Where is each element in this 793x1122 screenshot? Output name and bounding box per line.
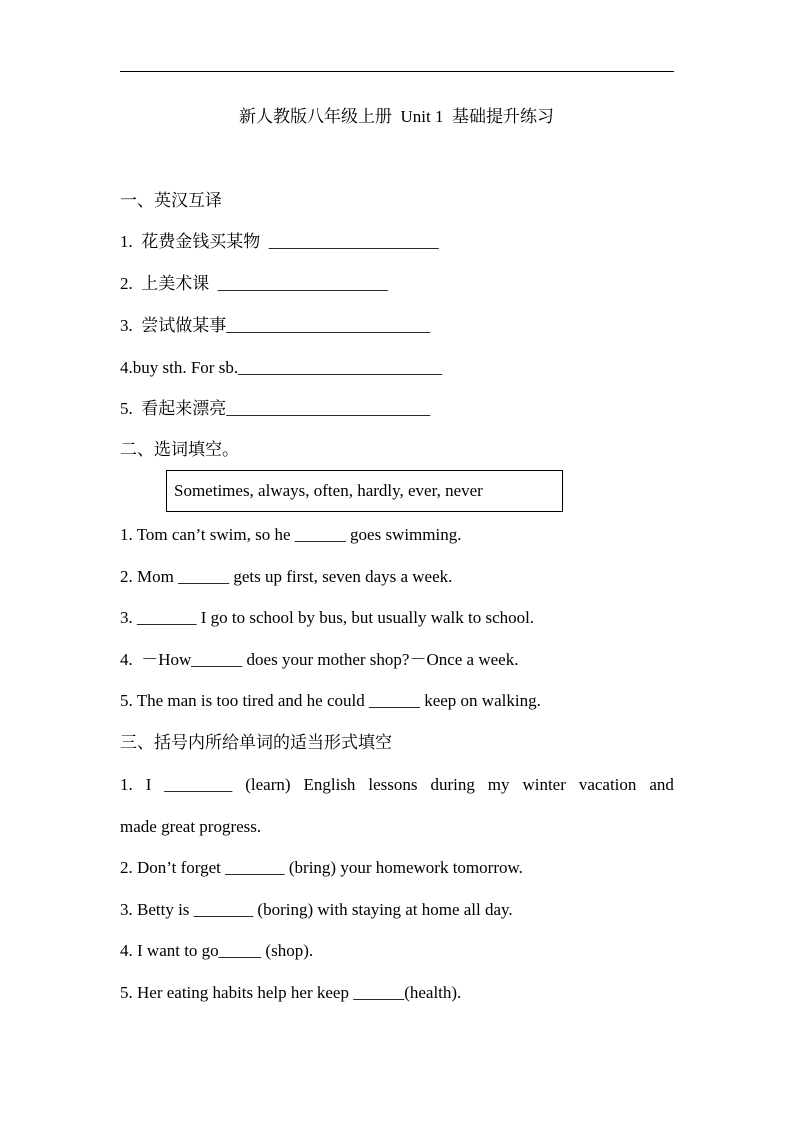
- s3-item-1-word: my: [487, 775, 510, 794]
- s3-item-5: 5. Her eating habits help her keep ______(health).: [120, 983, 462, 1002]
- s2-item-5: 5. The man is too tired and he could ______ keep on walking.: [120, 691, 541, 710]
- s1-item-3: 3. 尝试做某事________________________: [120, 316, 431, 335]
- s3-item-4: 4. I want to go_____ (shop).: [120, 941, 314, 960]
- s3-item-1-word: vacation: [578, 775, 637, 794]
- s3-item-1-blank: ________: [164, 775, 233, 794]
- s3-item-1-word: 1.: [120, 775, 133, 794]
- s1-item-4: 4.buy sth. For sb.________________________: [120, 358, 443, 377]
- s3-item-1-continued: made great progress.: [120, 817, 262, 836]
- s3-item-1-word: lessons: [368, 775, 418, 794]
- section-1-heading: 一、英汉互译: [120, 191, 222, 210]
- s2-item-1: 1. Tom can’t swim, so he ______ goes swimming.: [120, 525, 462, 544]
- s2-item-2: 2. Mom ______ gets up first, seven days a week.: [120, 567, 453, 586]
- page-title: 新人教版八年级上册 Unit 1 基础提升练习: [239, 107, 554, 126]
- section-2-heading: 二、选词填空。: [120, 440, 239, 459]
- s3-item-1-word: I: [145, 775, 152, 794]
- s3-item-1-word: (learn): [245, 775, 291, 794]
- s1-item-1: 1. 花费金钱买某物 ____________________: [120, 232, 439, 251]
- s3-item-3: 3. Betty is _______ (boring) with staying at home all day.: [120, 900, 513, 919]
- s3-item-1-line: [120, 772, 674, 798]
- s3-item-1-word: winter: [522, 775, 566, 794]
- s3-item-1-word: during: [430, 775, 475, 794]
- section-3-heading: 三、括号内所给单词的适当形式填空: [120, 733, 392, 752]
- s1-item-2: 2. 上美术课 ____________________: [120, 274, 388, 293]
- word-bank-box: Sometimes, always, often, hardly, ever, never: [166, 470, 563, 512]
- s3-item-1-word: and: [649, 775, 674, 794]
- s1-item-5: 5. 看起来漂亮________________________: [120, 399, 431, 418]
- s2-item-3: 3. _______ I go to school by bus, but usually walk to school.: [120, 608, 535, 627]
- s3-item-1-word: English: [303, 775, 356, 794]
- header-rule: [120, 71, 674, 72]
- s3-item-2: 2. Don’t forget _______ (bring) your homework tomorrow.: [120, 858, 523, 877]
- s2-item-4: 4. －How______ does your mother shop?－Once a week.: [120, 650, 519, 669]
